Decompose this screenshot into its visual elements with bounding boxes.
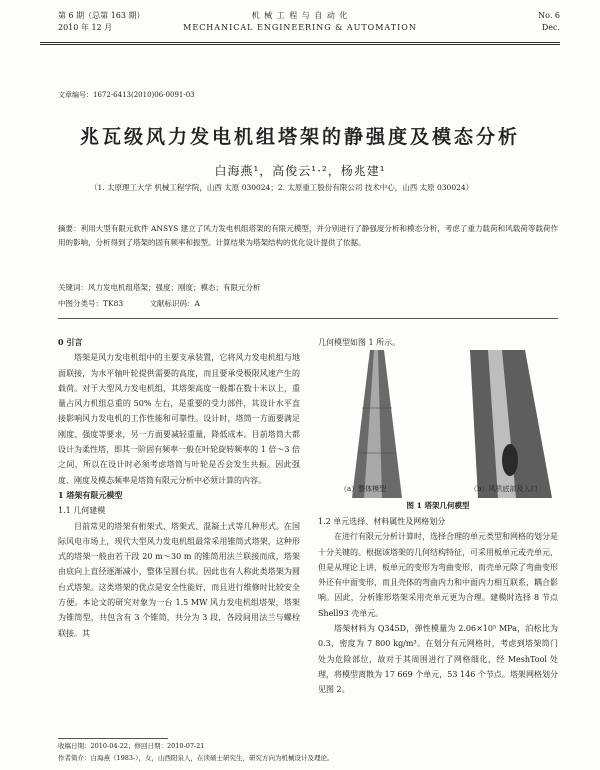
section-1-2-paragraph-2: 塔架材料为 Q345D，弹性模量为 2.06×10⁵ MPa，泊松比为 0.3，密度为 7 800 kg/m³。在划分有元网格时，考虑到塔架筒门处为危险部位，故对于其周围进行了网格细化，经 MeshTool 处理，将模型离散为 17 669 个单元，53 146 个节点。塔架网格划分见图 2。 <box>318 624 558 695</box>
subfigure-a-label: （a）整体模型 <box>340 485 387 493</box>
right-column-body <box>318 514 558 698</box>
footnote-rule <box>58 738 168 739</box>
document-code: 文献标识码：A <box>149 299 200 308</box>
section-intro-heading: 0 引言 <box>58 337 83 347</box>
author-list: 白海燕¹，高俊云¹·²，杨兆建¹ <box>214 164 386 178</box>
issue-month-en: Dec. <box>541 23 560 32</box>
tower-door-opening <box>502 444 518 476</box>
header-rule <box>40 42 560 43</box>
affiliation: （1. 太原理工大学 机械工程学院，山西 太原 030024；2. 太原重工股份有限公司 技术中心，山西 太原 030024） <box>90 183 474 192</box>
paper-title: 兆瓦级风力发电机组塔架的静强度及模态分析 <box>79 126 520 148</box>
section-1-1-heading: 1.1 几何建模 <box>58 506 106 516</box>
classification-line <box>58 298 558 309</box>
figure-intro-line: 几何模型如图 1 所示。 <box>318 338 401 347</box>
issue-date: 2010 年 12 月 <box>58 23 113 32</box>
abstract: 摘要：利用大型有限元软件 ANSYS 建立了风力发电机组塔架的有限元模型，并分别进行了静强度分析和模态分析，考虑了重力载荷和风载荷等载荷作用的影响，分析得到了塔架的固有频率和振型。计算结果为塔架结构的优化设计提供了依据。 <box>58 224 558 247</box>
article-number: 文章编号：1672-6413(2010)06-0091-03 <box>58 91 195 99</box>
issue-no-en: No. 6 <box>538 11 560 20</box>
footnote-author-bio: 作者简介：白海燕（1983-），女，山西阳泉人，在读硕士研究生，研究方向为机械设计及理论。 <box>58 754 334 762</box>
subfigure-b-label: （b）风机底部及入口 <box>470 485 538 493</box>
abstract-divider <box>58 318 558 319</box>
keywords: 关键词：风力发电机组塔架；强度；刚度；模态；有限元分析 <box>58 283 261 292</box>
journal-name-cn: 机 械 工 程 与 自 动 化 <box>251 11 349 20</box>
figure-caption: 图 1 塔架几何模型 <box>406 501 470 510</box>
footnote-dates: 收稿日期：2010-04-22；修回日期：2010-07-21 <box>58 742 205 750</box>
left-column <box>58 335 300 641</box>
section-1-heading: 1 塔架有限元模型 <box>58 489 123 500</box>
intro-paragraph: 塔架是风力发电机组中的主要支承装置，它将风力发电机组与地面联接，为水平轴叶轮提供需要的高度，而且要承受极限风速产生的载荷。对于大型风力发电机组，其塔架高度一般都在数十米以上，重量占风力机组总重的 50% 左右，是重要的受力部件，其设计水平直接影响风力发电机的工作性能和可靠性。设计时，塔筒一方面要满足刚度、强度等要求，另一方面要减轻重量，降低成本。目前塔筒大都设计为柔性塔，即其一阶固有频率一般在叶轮旋转频率的 1 倍～3 倍之间，所以在设计时必须考虑塔筒与叶轮是否会发生共振。因此强度、刚度及模态频率是塔筒有限元分析中必须计算的内容。 <box>58 353 300 485</box>
clc-number: 中图分类号：TK83 <box>58 299 124 308</box>
header-rule-double <box>40 44 560 45</box>
journal-name-en: MECHANICAL ENGINEERING & AUTOMATION <box>183 23 417 32</box>
section-1-2-heading: 1.2 单元选择、材料属性及网格划分 <box>318 517 446 526</box>
running-header <box>0 8 600 42</box>
issue-number: 第 6 期（总第 163 期） <box>58 11 145 20</box>
issue-info-en <box>538 10 560 34</box>
section-1-2-paragraph: 在进行有限元分析计算时，选择合理的单元类型和网格的划分是十分关键的。根据该塔架的几何结构特征，可采用板单元或壳单元，但是从理论上讲，板单元的变形为弯曲变形，而壳单元除了弯曲变形外还有中面变形，而且壳体的弯曲内力和中面内力相互联系，耦合影响。因此，分析锥形塔架采用壳单元更为合理。建模时选择 8 节点 Shell93 壳单元。 <box>318 532 558 618</box>
section-1-1-paragraph: 目前常见的塔架有桁架式、塔架式、混凝土式等几种形式。在国际风电市场上，现代大型风力发电机组最常采用锥筒式塔架，这种形式的塔架一般由若干段 20 m～30 m 的锥筒用法兰联接而成，塔架由底向上直径逐渐减小，整体呈圆台状。因此也有人称此类塔架为圆台式塔架。这类塔架的优点是安全性能好，而且进行维修时比较安全方便。本论文的研究对象为一台 1.5 MW 风力发电机组塔架，塔架为锥筒型，共包含有 3 个锥筒，共分为 3 段，各段间用法兰与螺栓联接。其 <box>58 521 300 638</box>
journal-name <box>0 10 600 34</box>
